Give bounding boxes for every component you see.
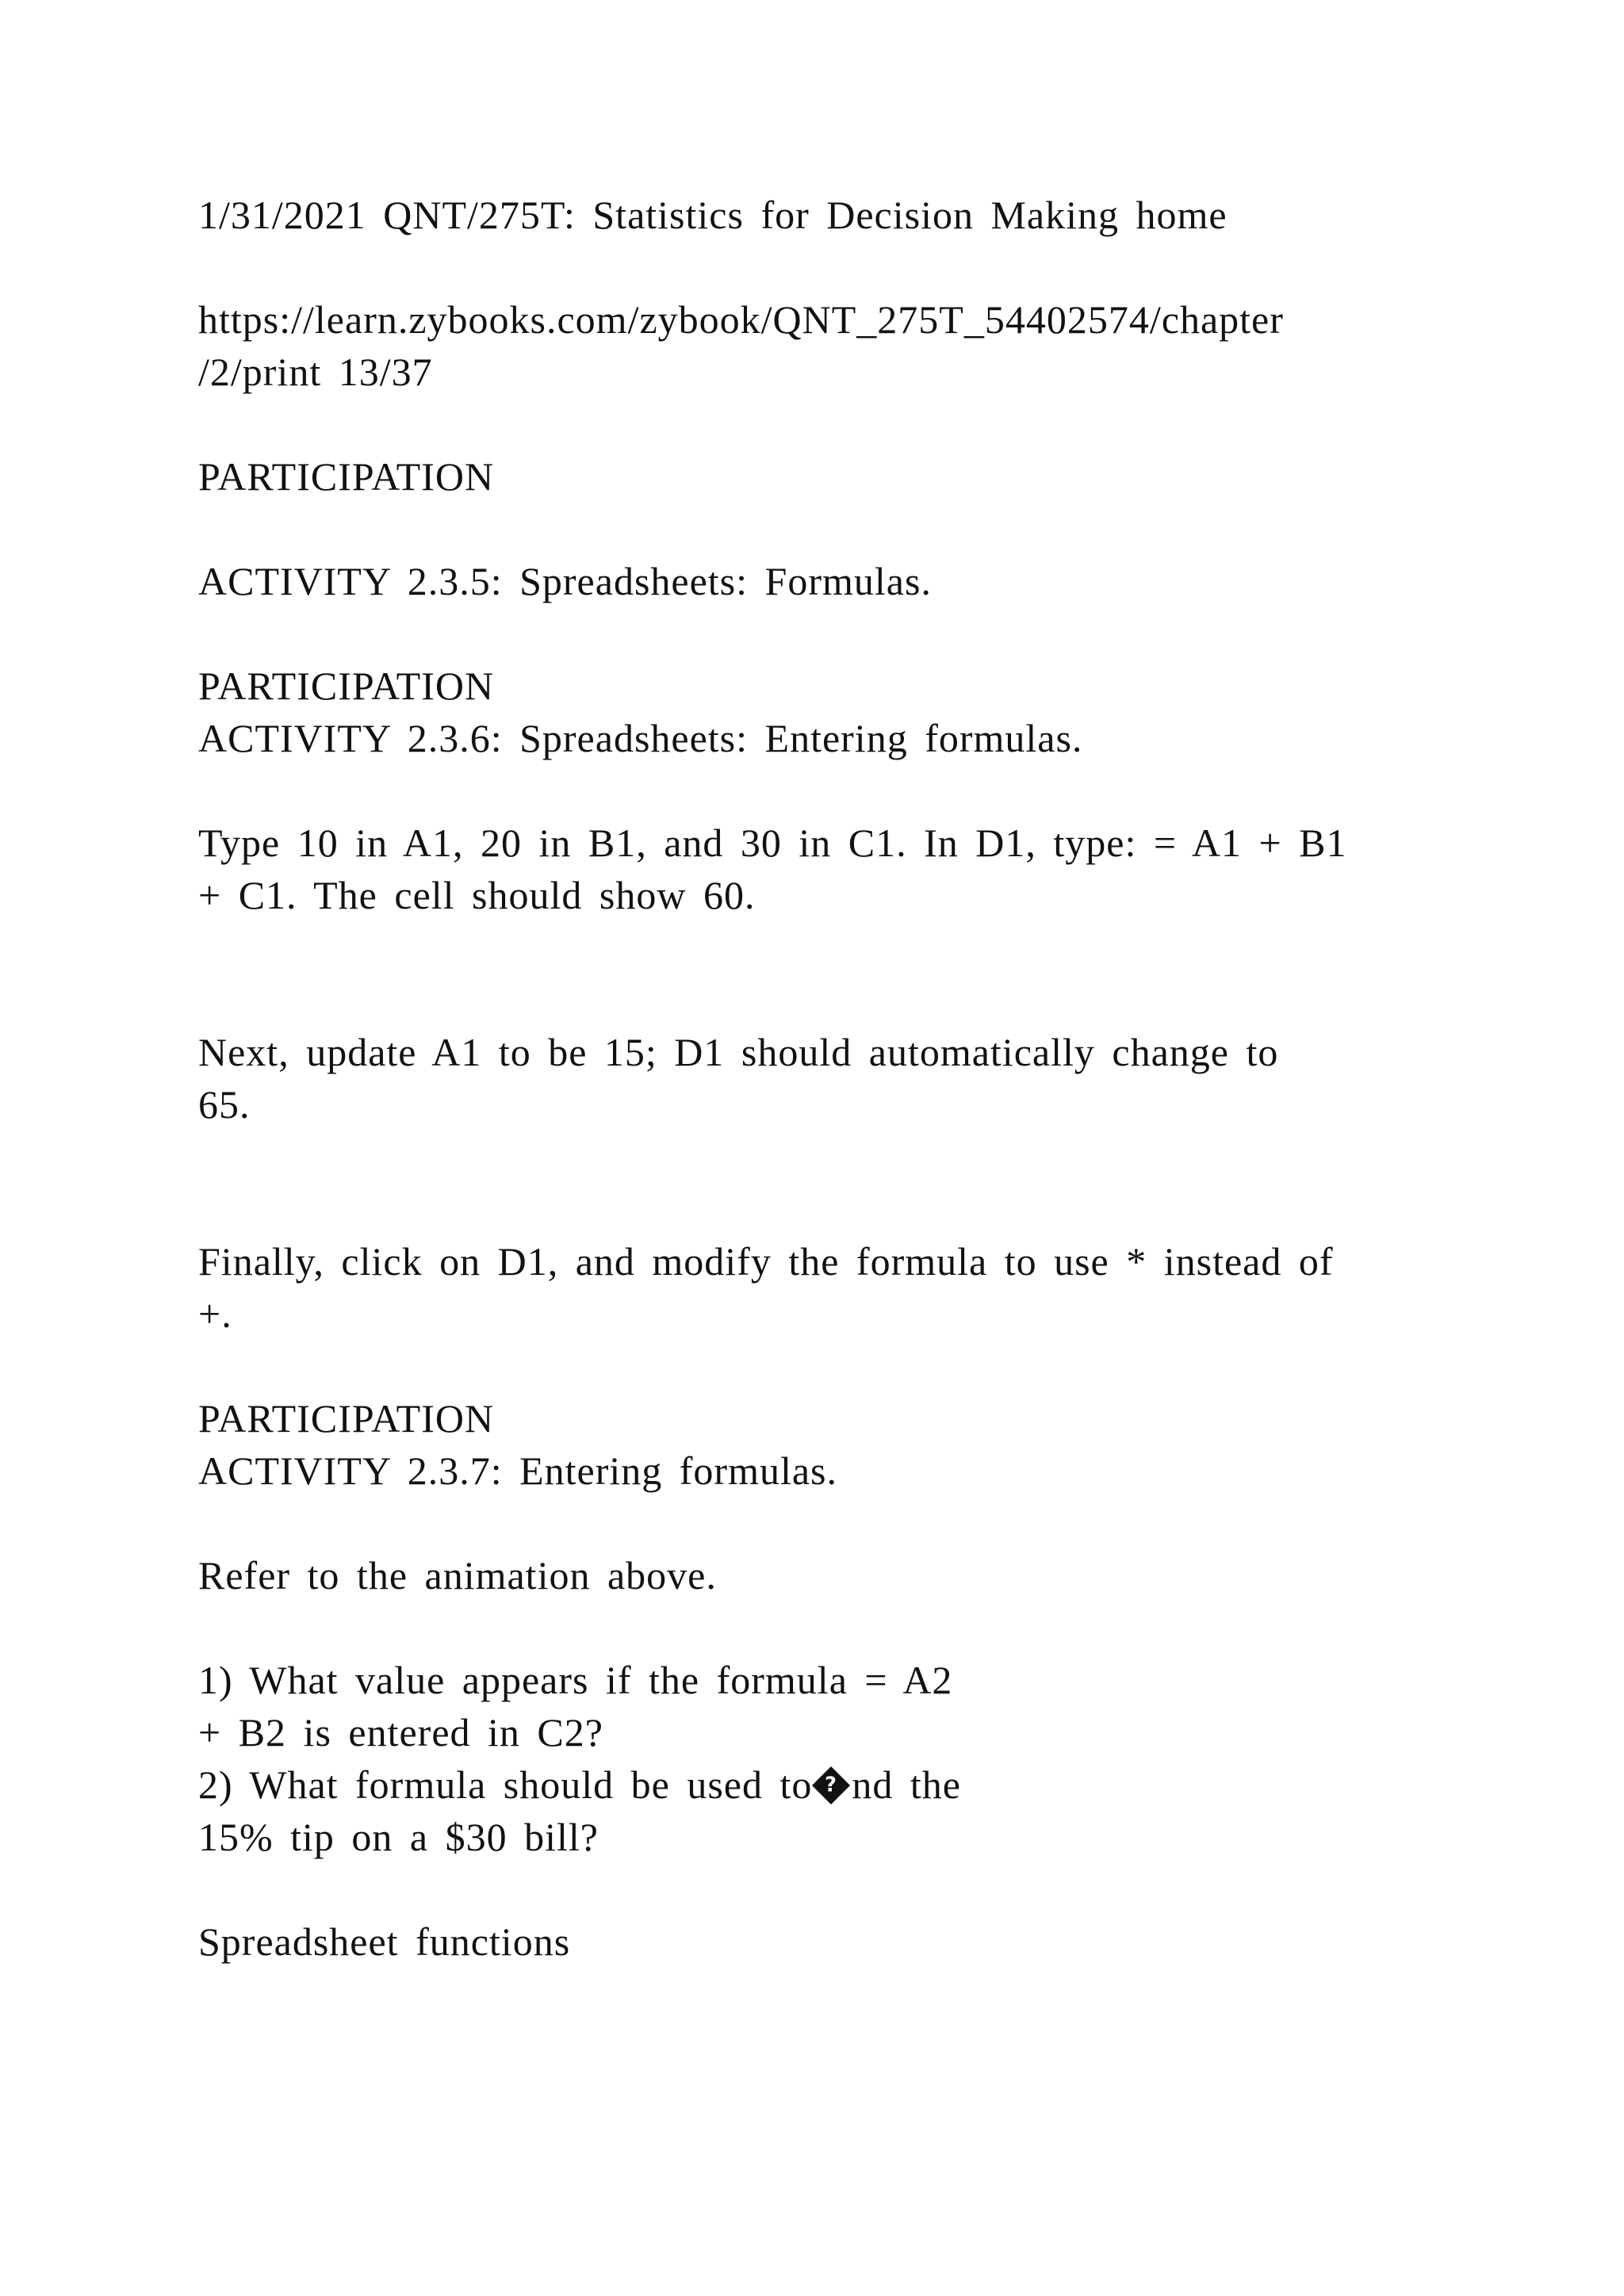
activity-2-3-7-title: ACTIVITY 2.3.7: Entering formulas. [198,1448,837,1493]
activity-2-3-5-label: PARTICIPATION [198,454,495,499]
activity-2-3-6-step-3: Finally, click on D1, and modify the formula to use * instead of +. [198,1239,1334,1336]
print-header-title: 1/31/2021 QNT/275T: Statistics for Decision Making home [198,193,1228,237]
activity-2-3-6-step-1: Type 10 in A1, 20 in B1, and 30 in C1. In D1, type: = A1 + B1 + C1. The cell should show 60. [198,821,1347,917]
activity-2-3-7-heading [198,1392,837,1497]
activity-2-3-5-title: ACTIVITY 2.3.5: Spreadsheets: Formulas. [198,559,932,603]
section-heading: Spreadsheet functions [198,1919,571,1964]
activity-2-3-6-heading [198,660,1082,764]
activity-2-3-6-label: PARTICIPATION [198,664,495,708]
url-line-2: /2/print 13/37 [198,350,433,394]
print-header-url [198,293,1284,398]
question-2: 2) What formula should be used to ? nd the 15% tip on a $30 bill? [198,1762,961,1859]
activity-2-3-7-intro: Refer to the animation above. [198,1553,717,1598]
activity-2-3-6-title: ACTIVITY 2.3.6: Spreadsheets: Entering formulas. [198,716,1083,760]
question-1: 1) What value appears if the formula = A2 + B2 is entered in C2? [198,1658,953,1755]
activity-2-3-7-label: PARTICIPATION [198,1396,495,1441]
activity-2-3-6-step-2: Next, update A1 to be 15; D1 should automatically change to 65. [198,1030,1279,1127]
print-header [198,189,1228,241]
url-line-1: https://learn.zybooks.com/zybook/QNT_275T_54402574/chapter [198,297,1284,342]
replacement-character-icon: ? [812,1766,850,1804]
